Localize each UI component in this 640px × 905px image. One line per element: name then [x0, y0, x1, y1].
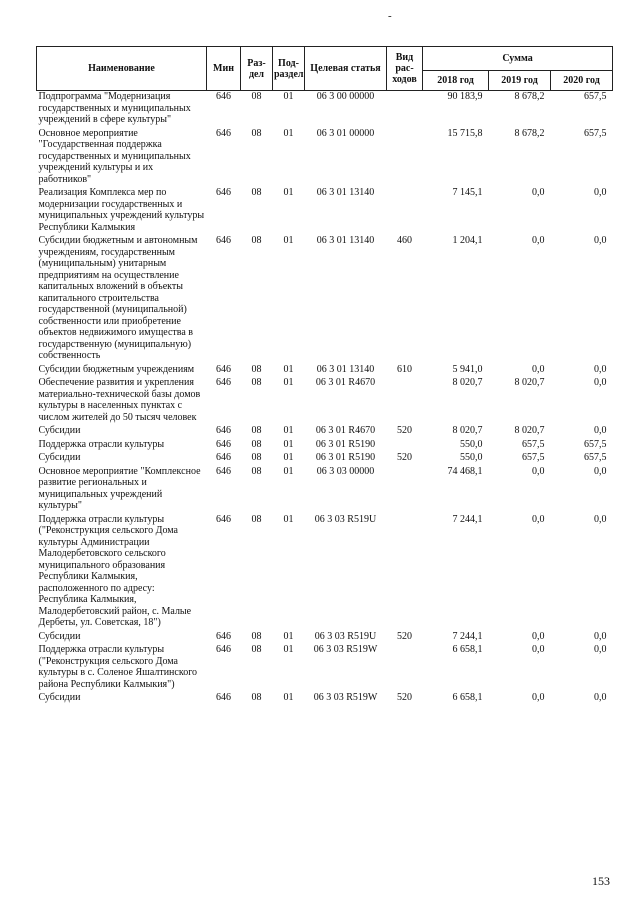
row-target: 06 3 01 R4670 [315, 377, 376, 388]
row-sum-2018: 15 715,8 [447, 127, 483, 139]
row-sum-2019: 0,0 [532, 630, 545, 642]
row-sum-2020: 0,0 [594, 425, 607, 436]
row-vid: 610 [397, 363, 412, 375]
row-sum-2020: 0,0 [594, 513, 607, 525]
row-sum-2020: 0,0 [594, 235, 607, 246]
row-sum-2019: 8 678,2 [514, 127, 545, 139]
header-2018: 2018 год [423, 71, 489, 91]
row-podrazdel: 01 [283, 438, 294, 450]
row-vid [387, 439, 423, 453]
row-razdel: 08 [251, 187, 262, 198]
row-name: Поддержка отрасли культуры [38, 438, 165, 450]
row-vid: 520 [397, 425, 412, 436]
row-sum-2019: 0,0 [532, 363, 545, 375]
row-name: Субсидии бюджетным учреждениям [38, 363, 195, 375]
row-sum-2019: 0,0 [532, 465, 545, 477]
row-name: Обеспечение развития и укрепления материально-технической базы домов культуры в населенных пунктах с числом жителей до 50 тысяч человек [38, 377, 201, 423]
row-sum-2019: 8 020,7 [514, 425, 545, 436]
header-razdel: Раз-дел [241, 47, 273, 91]
top-mark: - [388, 10, 392, 22]
row-sum-2019: 657,5 [522, 438, 545, 450]
table-row [37, 187, 613, 235]
row-razdel: 08 [251, 425, 262, 436]
table-row [37, 128, 613, 188]
row-sum-2019: 0,0 [532, 644, 545, 655]
row-razdel: 08 [251, 513, 262, 525]
row-target: 06 3 00 00000 [316, 91, 375, 102]
row-sum-2020: 657,5 [584, 91, 607, 102]
table-row [37, 235, 613, 364]
row-sum-2018: 1 204,1 [452, 235, 483, 246]
row-vid: 520 [397, 630, 412, 642]
row-min: 646 [216, 363, 231, 375]
row-min: 646 [216, 425, 231, 436]
row-razdel: 08 [251, 91, 262, 102]
row-min: 646 [216, 235, 231, 246]
row-sum-2019: 8 020,7 [514, 377, 545, 388]
header-2019: 2019 год [489, 71, 551, 91]
row-podrazdel: 01 [283, 127, 294, 139]
header-name: Наименование [37, 47, 207, 91]
row-razdel: 08 [251, 644, 262, 655]
row-sum-2018: 8 020,7 [452, 425, 483, 436]
row-razdel: 08 [251, 692, 262, 703]
row-target: 06 3 03 R519U [314, 630, 377, 642]
header-2020: 2020 год [551, 71, 613, 91]
row-target: 06 3 01 13140 [316, 187, 375, 198]
row-min: 646 [216, 127, 231, 139]
row-sum-2018: 74 468,1 [447, 465, 483, 477]
row-sum-2020: 0,0 [594, 363, 607, 375]
table-row [37, 514, 613, 631]
row-target: 06 3 01 R5190 [315, 452, 376, 463]
row-vid [387, 644, 423, 692]
row-min: 646 [216, 187, 231, 198]
row-podrazdel: 01 [283, 377, 294, 388]
row-vid [387, 91, 423, 128]
row-min: 646 [216, 644, 231, 655]
table-row [37, 644, 613, 692]
row-podrazdel: 01 [283, 425, 294, 436]
row-vid: 460 [397, 235, 412, 246]
row-vid [387, 514, 423, 631]
row-podrazdel: 01 [283, 630, 294, 642]
row-target: 06 3 03 R519U [314, 513, 377, 525]
row-name: Подпрограмма "Модернизация государственных и муниципальных учреждений в сфере культуры" [38, 91, 191, 125]
row-vid [387, 128, 423, 188]
row-target: 06 3 01 13140 [316, 235, 375, 246]
row-sum-2020: 657,5 [584, 438, 607, 450]
row-podrazdel: 01 [283, 644, 294, 655]
row-sum-2020: 0,0 [594, 644, 607, 655]
row-target: 06 3 01 R5190 [315, 438, 376, 450]
header-vid: Вид рас-ходов [387, 47, 423, 91]
row-sum-2019: 0,0 [532, 513, 545, 525]
table-row [37, 452, 613, 466]
header-target: Целевая статья [305, 47, 387, 91]
row-name: Субсидии [38, 452, 81, 463]
row-min: 646 [216, 465, 231, 477]
row-vid: 520 [397, 452, 412, 463]
row-sum-2018: 550,0 [460, 452, 483, 463]
table-header [37, 47, 613, 91]
row-razdel: 08 [251, 465, 262, 477]
row-podrazdel: 01 [283, 692, 294, 703]
row-name: Поддержка отрасли культуры ("Реконструкция сельского Дома культуры в с. Соленое Яшалтинского района Республики Калмыкия") [38, 644, 198, 690]
table-row [37, 466, 613, 514]
row-podrazdel: 01 [283, 235, 294, 246]
table-row [37, 439, 613, 453]
row-razdel: 08 [251, 438, 262, 450]
row-name: Субсидии [38, 692, 81, 703]
header-min: Мин [207, 47, 241, 91]
row-min: 646 [216, 91, 231, 102]
row-sum-2019: 0,0 [532, 692, 545, 703]
row-podrazdel: 01 [283, 465, 294, 477]
row-min: 646 [216, 513, 231, 525]
row-sum-2018: 7 244,1 [452, 630, 483, 642]
row-razdel: 08 [251, 363, 262, 375]
table-row [37, 91, 613, 128]
row-sum-2018: 550,0 [460, 438, 483, 450]
row-name: Основное мероприятие "Комплексное развитие региональных и муниципальных учреждений культуры" [38, 465, 201, 511]
budget-table [36, 46, 613, 706]
row-sum-2020: 0,0 [594, 377, 607, 388]
row-min: 646 [216, 630, 231, 642]
row-sum-2018: 8 020,7 [452, 377, 483, 388]
row-podrazdel: 01 [283, 187, 294, 198]
row-sum-2018: 90 183,9 [447, 91, 483, 102]
row-name: Поддержка отрасли культуры ("Реконструкция сельского Дома культуры Администрации Малодербетовского сельского муниципального образования Республики Калмыкия, расположенного по адресу: Республика Калмыкия, Малодербетовский район, с. Малые Дербеты, ул. Советская, 18") [38, 513, 192, 628]
row-min: 646 [216, 452, 231, 463]
row-target: 06 3 03 R519W [313, 692, 378, 703]
row-razdel: 08 [251, 235, 262, 246]
row-sum-2019: 0,0 [532, 187, 545, 198]
row-name: Субсидии бюджетным и автономным учреждениям, государственным (муниципальным) унитарным предприятиям на осуществление капитальных вложений в объекты капитального строительства государственной (муниципальной) собственности или приобретение объектов недвижимого имущества в государственную (муниципальную) собственность [38, 235, 198, 361]
row-sum-2018: 7 244,1 [452, 513, 483, 525]
row-sum-2020: 657,5 [584, 452, 607, 463]
row-sum-2020: 0,0 [594, 692, 607, 703]
row-podrazdel: 01 [283, 452, 294, 463]
row-sum-2019: 657,5 [522, 452, 545, 463]
row-name: Субсидии [38, 630, 81, 642]
row-vid: 520 [397, 692, 412, 703]
row-razdel: 08 [251, 377, 262, 388]
row-sum-2020: 0,0 [594, 187, 607, 198]
row-sum-2018: 6 658,1 [452, 644, 483, 655]
row-sum-2018: 5 941,0 [452, 363, 483, 375]
header-podrazdel: Под-раздел [273, 47, 305, 91]
row-vid [387, 187, 423, 235]
row-razdel: 08 [251, 127, 262, 139]
row-vid [387, 466, 423, 514]
row-sum-2020: 0,0 [594, 465, 607, 477]
row-sum-2020: 657,5 [584, 127, 607, 139]
row-sum-2019: 0,0 [532, 235, 545, 246]
row-target: 06 3 01 13140 [316, 363, 375, 375]
row-sum-2020: 0,0 [594, 630, 607, 642]
table-row [37, 377, 613, 425]
row-vid [387, 377, 423, 425]
row-razdel: 08 [251, 630, 262, 642]
row-target: 06 3 01 00000 [316, 127, 375, 139]
row-target: 06 3 03 00000 [316, 465, 375, 477]
row-podrazdel: 01 [283, 513, 294, 525]
row-min: 646 [216, 692, 231, 703]
row-min: 646 [216, 438, 231, 450]
row-podrazdel: 01 [283, 363, 294, 375]
row-sum-2018: 6 658,1 [452, 692, 483, 703]
row-target: 06 3 03 R519W [313, 644, 378, 655]
row-sum-2019: 8 678,2 [514, 91, 545, 102]
row-razdel: 08 [251, 452, 262, 463]
table-row [37, 425, 613, 439]
row-name: Основное мероприятие "Государственная поддержка государственных и муниципальных учреждений культуры и их работников" [38, 127, 191, 185]
page-number: 153 [592, 874, 610, 888]
table-body [37, 91, 613, 706]
table-row [37, 364, 613, 378]
row-name: Реализация Комплекса мер по модернизации государственных и муниципальных учреждений культуры Республики Калмыкия [38, 187, 205, 233]
row-podrazdel: 01 [283, 91, 294, 102]
row-min: 646 [216, 377, 231, 388]
row-target: 06 3 01 R4670 [315, 425, 376, 436]
row-sum-2018: 7 145,1 [452, 187, 483, 198]
row-name: Субсидии [38, 425, 81, 436]
table-row [37, 631, 613, 645]
header-sum: Сумма [423, 47, 613, 71]
table-row [37, 692, 613, 706]
